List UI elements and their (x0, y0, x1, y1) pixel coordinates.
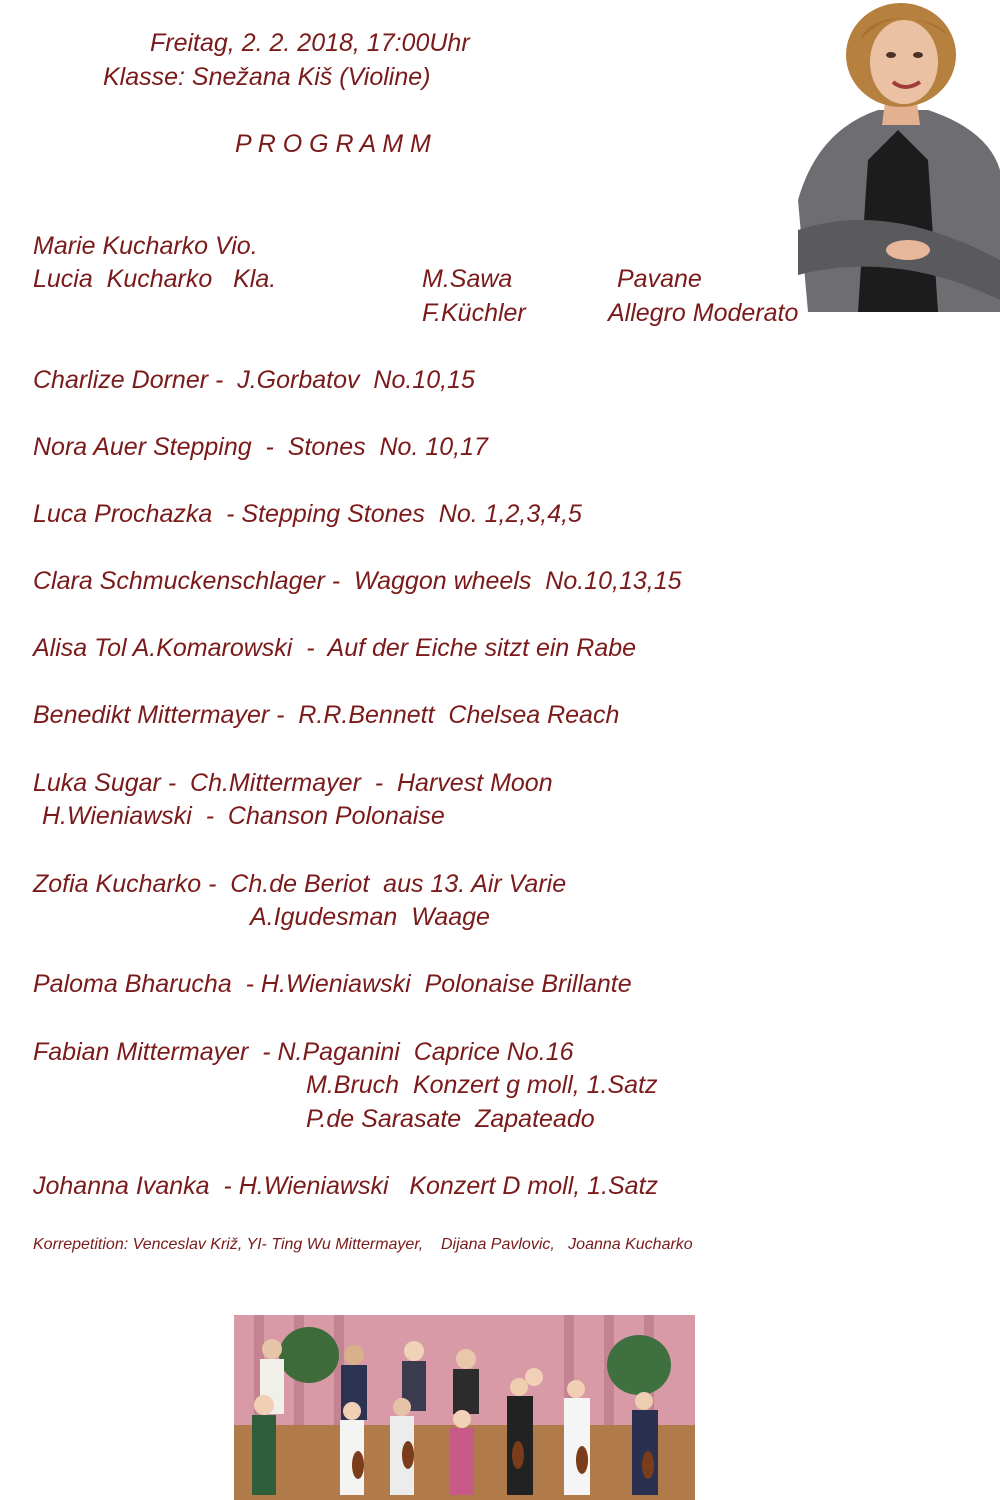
program-item: Zofia Kucharko - Ch.de Beriot aus 13. Air Varie (33, 870, 567, 898)
program-item: Nora Auer Stepping - Stones No. 10,17 (33, 433, 488, 461)
program-item: Fabian Mittermayer - N.Paganini Caprice No.16 (33, 1038, 574, 1066)
program-item: Paloma Bharucha - H.Wieniawski Polonaise Brillante (33, 970, 632, 998)
class-line: Klasse: Snežana Kiš (Violine) (103, 63, 431, 91)
program-item-piece: Pavane (617, 265, 702, 293)
program-item: Charlize Dorner - J.Gorbatov No.10,15 (33, 366, 475, 394)
program-item: Luka Sugar - Ch.Mittermayer - Harvest Moon (33, 769, 553, 797)
program-item: Luca Prochazka - Stepping Stones No. 1,2,3,4,5 (33, 500, 582, 528)
group-photo (234, 1315, 695, 1500)
program-item-performer-violin: Marie Kucharko Vio. (33, 232, 258, 260)
program-item-continuation: P.de Sarasate Zapateado (306, 1105, 595, 1133)
program-item: Alisa Tol A.Komarowski - Auf der Eiche sitzt ein Rabe (33, 634, 637, 662)
program-item-composer: F.Küchler (422, 299, 526, 327)
program-item: Johanna Ivanka - H.Wieniawski Konzert D moll, 1.Satz (33, 1172, 659, 1200)
program-item-continuation: M.Bruch Konzert g moll, 1.Satz (306, 1071, 658, 1099)
concert-date: Freitag, 2. 2. 2018, 17:00Uhr (150, 29, 470, 57)
accompaniment-credits: Korrepetition: Venceslav Križ, YI- Ting Wu Mittermayer, Dijana Pavlovic, Joanna Kucharko (33, 1236, 693, 1253)
program-item-continuation: A.Igudesman Waage (250, 903, 490, 931)
program-item-performer-piano: Lucia Kucharko Kla. (33, 265, 277, 293)
program-item-continuation: H.Wieniawski - Chanson Polonaise (42, 802, 445, 830)
teacher-portrait (798, 0, 1000, 312)
program-item: Benedikt Mittermayer - R.R.Bennett Chelsea Reach (33, 701, 620, 729)
program-item-composer: M.Sawa (422, 265, 513, 293)
program-title: P R O G R A M M (235, 130, 431, 158)
program-item-piece: Allegro Moderato (608, 299, 799, 327)
program-item: Clara Schmuckenschlager - Waggon wheels No.10,13,15 (33, 567, 682, 595)
